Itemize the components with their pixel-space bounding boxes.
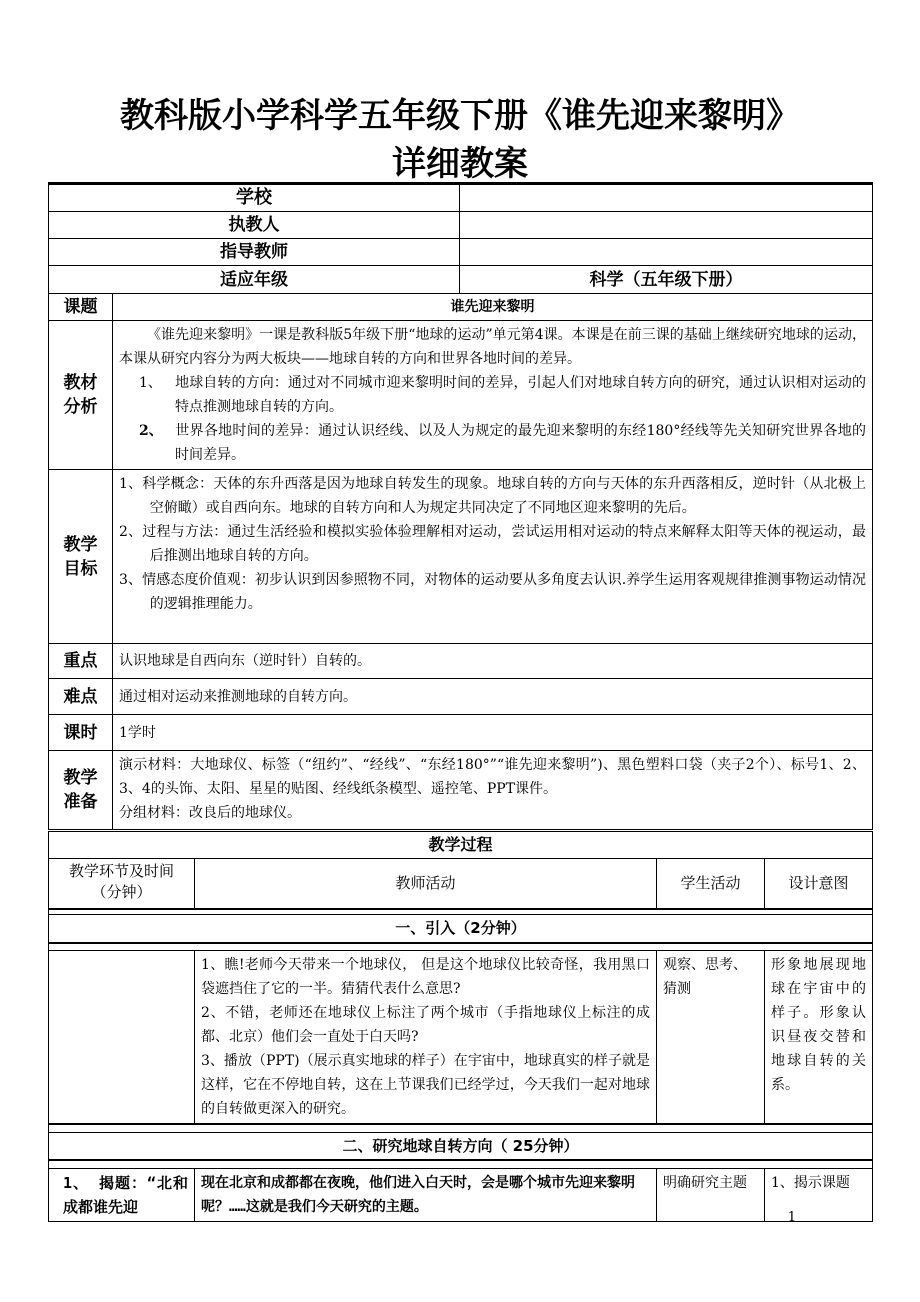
divider	[49, 1160, 873, 1168]
grade-value: 科学（五年级下册）	[460, 266, 873, 294]
section-1-teacher-activity	[195, 951, 657, 1125]
material-analysis-item-1	[119, 371, 866, 419]
divider	[49, 943, 873, 951]
goal-3: 3、情感态度价值观：初步认识到因参照物不同，对物体的运动要从多角度去认识.养学生运用客观规律推测事物运动情况的逻辑推理能力。	[119, 572, 866, 612]
prep-label	[49, 751, 113, 830]
goals-label-2: 目标	[63, 558, 98, 579]
document-title-line2: 详细教案	[392, 144, 528, 184]
section-2-student-activity: 明确研究主题	[657, 1168, 765, 1221]
teacher-label: 执教人	[49, 212, 460, 239]
prep-content	[113, 751, 873, 830]
material-analysis-item-2	[119, 419, 866, 467]
difficulty-value: 通过相对运动来推测地球的自转方向。	[113, 679, 873, 715]
topic-label: 课题	[49, 294, 113, 321]
advisor-label: 指导教师	[49, 239, 460, 266]
goals-label	[49, 470, 113, 644]
goals-content	[113, 470, 873, 644]
goal-2: 2、过程与方法：通过生活经验和模拟实验体验理解相对运动，尝试运用相对运动的特点来解释太阳等天体的视运动，最后推测出地球自转的方向。	[119, 524, 866, 564]
page-number: 1	[787, 1210, 796, 1225]
period-value: 1学时	[113, 715, 873, 751]
teacher-step-1: 1、瞧!老师今天带来一个地球仪， 但是这个地球仪比较奇怪，我用黑口袋遮挡住了它的一半。猜猜代表什么意思?	[201, 957, 650, 997]
prep-label-1: 教学	[63, 768, 98, 788]
section-2-stage: 1、 揭题：“北和成都谁先迎	[49, 1168, 195, 1221]
teacher-step-3: 3、播放（PPT)（展示真实地球的样子）在宇宙中，地球真实的样子就是这样，它在不停地自转，这在上节课我们已经学过，今天我们一起对地球的自转做更深入的研究。	[201, 1053, 650, 1117]
prep-label-2: 准备	[63, 792, 98, 812]
advisor-value[interactable]	[460, 239, 873, 266]
prep-demo-materials: 演示材料：大地球仪、标签（“纽约”、“经线”、“东经180°”“谁先迎来黎明”)、黑色塑料口袋（夹子2个）、标号1、2、3、4的头饰、太阳、星星的贴图、经线纸条模型、遥控笔、PPT课件。	[119, 757, 866, 797]
goals-label-1: 教学	[63, 534, 98, 555]
material-analysis-label	[49, 321, 113, 470]
school-value[interactable]	[460, 184, 873, 212]
material-analysis-content	[113, 321, 873, 470]
item-1-number: 1、	[139, 375, 162, 391]
lesson-plan-table	[48, 182, 873, 830]
key-point-value: 认识地球是自西向东（逆时针）自转的。	[113, 644, 873, 679]
prep-group-materials: 分组材料：改良后的地球仪。	[119, 805, 301, 821]
col-header-stage: 教学环节及时间（分钟）	[49, 859, 195, 909]
section-1-stage	[49, 951, 195, 1125]
goal-1: 1、科学概念：天体的东升西落是因为地球自转发生的现象。地球自转的方向与天体的东升西落相反，逆时针（从北极上空俯瞰）或自西向东。地球的自转方向和人为规定共同决定了不同地区迎来黎明的先后。	[119, 476, 866, 516]
document-title-line1: 教科版小学科学五年级下册《谁先迎来黎明》	[120, 96, 800, 136]
process-table	[48, 831, 873, 1222]
school-label: 学校	[49, 184, 460, 212]
item-1-text: 地球自转的方向：通过对不同城市迎来黎明时间的差异，引起人们对地球自转方向的研究，通过认识相对运动的特点推测地球自转的方向。	[175, 375, 866, 415]
teacher-step-2: 2、不错，老师还在地球仪上标注了两个城市（手指地球仪上标注的成都、北京）他们会一直处于白天吗?	[201, 1005, 650, 1045]
period-label: 课时	[49, 715, 113, 751]
section-1-title: 一、引入（2分钟）	[49, 915, 873, 943]
material-analysis-label-2: 分析	[63, 397, 98, 417]
item-2-number: 2、	[139, 423, 163, 439]
item-2-text: 世界各地时间的差异：通过认识经线、以及人为规定的最先迎来黎明的东经180°经线等先关知研究世界各地的时间差异。	[175, 423, 866, 463]
difficulty-label: 难点	[49, 679, 113, 715]
divider	[49, 1124, 873, 1132]
material-analysis-intro: 《谁先迎来黎明》一课是教科版5年级下册“地球的运动”单元第4课。本课是在前三课的基础上继续研究地球的运动，本课从研究内容分为两大板块——地球自转的方向和世界各地时间的差异。	[119, 327, 866, 367]
material-analysis-label-1: 教材	[63, 373, 98, 393]
section-2-title: 二、研究地球自转方向（ 25分钟）	[49, 1132, 873, 1160]
teacher-value[interactable]	[460, 212, 873, 239]
section-2-teacher-activity: 现在北京和成都都在夜晚，他们进入白天时，会是哪个城市先迎来黎明呢？……这就是我们今天研究的主题。	[195, 1168, 657, 1221]
section-2-intent: 1、揭示课题	[765, 1168, 873, 1221]
section-1-intent: 形象地展现地球在宇宙中的样子。形象认识昼夜交替和地球自转的关系。	[765, 951, 873, 1125]
col-header-student: 学生活动	[657, 859, 765, 909]
process-title: 教学过程	[49, 832, 873, 859]
col-header-intent: 设计意图	[765, 859, 873, 909]
col-header-teacher: 教师活动	[195, 859, 657, 909]
topic-value: 谁先迎来黎明	[113, 294, 873, 321]
section-1-student-activity: 观察、思考、猜测	[657, 951, 765, 1125]
key-point-label: 重点	[49, 644, 113, 679]
grade-label: 适应年级	[49, 266, 460, 294]
